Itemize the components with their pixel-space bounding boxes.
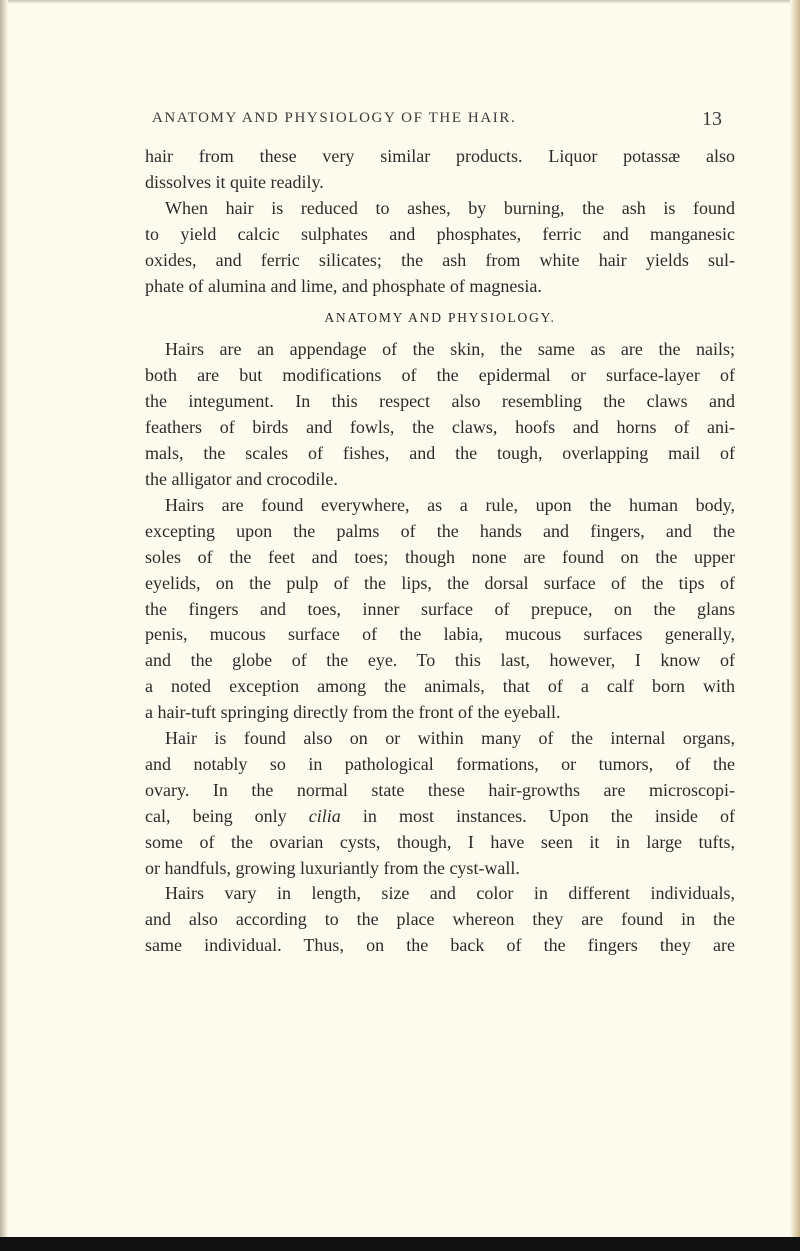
text-line: Hairs vary in length, size and color in different individuals, — [165, 883, 735, 904]
text-fragment: in most instances. Upon the inside of — [340, 805, 735, 826]
text-line: feathers of birds and fowls, the claws, hoofs and horns of ani- — [145, 417, 735, 438]
body-text — [145, 144, 735, 959]
text-line: the alligator and crocodile. — [145, 468, 338, 489]
page-bottom-edge — [0, 1237, 800, 1251]
text-line: When hair is reduced to ashes, by burning, the ash is found — [165, 197, 735, 218]
page-top-edge — [0, 0, 800, 4]
text-line: soles of the feet and toes; though none are found on the upper — [145, 546, 735, 567]
paragraph-3 — [145, 337, 735, 492]
text-line: a noted exception among the animals, that of a calf born with — [145, 676, 735, 697]
text-line: the fingers and toes, inner surface of prepuce, on the glans — [145, 598, 735, 619]
text-line: the integument. In this respect also resembling the claws and — [145, 391, 735, 412]
paragraph-2 — [145, 196, 735, 300]
text-line: same individual. Thus, on the back of the fingers they are — [145, 935, 735, 956]
page-right-edge — [790, 0, 800, 1251]
text-line: to yield calcic sulphates and phosphates, ferric and manganesic — [145, 223, 735, 244]
page-left-edge — [0, 0, 8, 1251]
text-line: a hair-tuft springing directly from the front of the eyeball. — [145, 702, 561, 723]
text-line: ovary. In the normal state these hair-growths are microscopi- — [145, 779, 735, 800]
text-fragment: cal, being only — [145, 805, 309, 826]
paragraph-6 — [145, 881, 735, 959]
text-line: some of the ovarian cysts, though, I have seen it in large tufts, — [145, 831, 735, 852]
text-line — [145, 804, 735, 830]
text-line: penis, mucous surface of the labia, mucous surfaces generally, — [145, 624, 735, 645]
text-line: hair from these very similar products. Liquor potassæ also — [145, 146, 735, 166]
text-line: Hairs are found everywhere, as a rule, upon the human body, — [165, 494, 735, 515]
paragraph-4 — [145, 493, 735, 726]
text-line: phate of alumina and lime, and phosphate of magnesia. — [145, 275, 542, 296]
text-line: dissolves it quite readily. — [145, 171, 324, 192]
paragraph-5 — [145, 726, 735, 881]
text-line: and the globe of the eye. To this last, however, I know of — [145, 650, 735, 671]
italic-term: cilia — [308, 805, 341, 826]
running-head-title: ANATOMY AND PHYSIOLOGY OF THE HAIR. — [152, 110, 517, 126]
text-line: Hair is found also on or within many of the internal organs, — [165, 728, 735, 749]
text-line: Hairs are an appendage of the skin, the same as are the nails; — [165, 339, 735, 360]
page-number: 13 — [702, 108, 722, 130]
text-line: oxides, and ferric silicates; the ash from white hair yields sul- — [145, 249, 735, 270]
text-line: both are but modifications of the epidermal or surface-layer of — [145, 365, 735, 386]
text-line: or handfuls, growing luxuriantly from the cyst-wall. — [145, 857, 520, 878]
paragraph-1 — [145, 144, 735, 196]
section-heading: ANATOMY AND PHYSIOLOGY. — [324, 310, 556, 326]
text-line: and notably so in pathological formations, or tumors, of the — [145, 753, 735, 774]
text-line: mals, the scales of fishes, and the tough, overlapping mail of — [145, 443, 735, 464]
text-line: and also according to the place whereon they are found in the — [145, 909, 735, 930]
text-line: eyelids, on the pulp of the lips, the dorsal surface of the tips of — [145, 572, 735, 593]
text-line: excepting upon the palms of the hands and fingers, and the — [145, 520, 735, 541]
running-head — [152, 108, 722, 130]
